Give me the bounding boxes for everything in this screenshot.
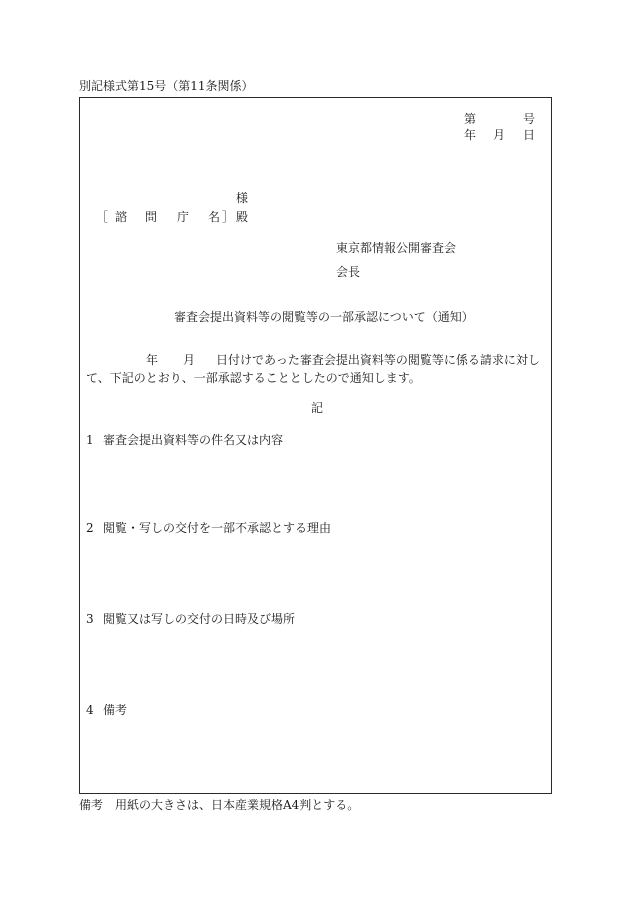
number-label-go: 号 [523, 112, 536, 126]
body-month: 月 [183, 353, 196, 367]
addressee-char-1: 諮 [115, 210, 128, 224]
addressee-char-2: 問 [145, 210, 158, 224]
form-number: 別記様式第15号（第11条関係） [79, 79, 254, 93]
addressee-sama: 様 [236, 191, 249, 205]
item-1-label: 審査会提出資料等の件名又は内容 [103, 433, 284, 447]
addressee-bracket-open: ［ [96, 210, 109, 224]
date-month: 月 [493, 128, 506, 142]
addressee-dono: 殿 [236, 210, 249, 224]
sender-title: 会長 [336, 265, 361, 279]
item-1-number: 1 [86, 433, 94, 447]
item-3-label: 閲覧又は写しの交付の日時及び場所 [103, 612, 296, 626]
item-2-label: 閲覧・写しの交付を一部不承認とする理由 [103, 521, 332, 535]
date-year: 年 [464, 128, 477, 142]
body-year: 年 [146, 353, 159, 367]
addressee-char-3: 庁 [177, 210, 190, 224]
body-text-line-1: 日付けであった審査会提出資料等の閲覧等に係る請求に対し [216, 353, 540, 367]
item-4-number: 4 [86, 703, 94, 717]
footnote: 備考 用紙の大きさは、日本産業規格A4判とする。 [79, 798, 360, 812]
body-text-line-2: て、下記のとおり、一部承認することとしたので通知します。 [86, 371, 421, 385]
addressee-char-4: 名 [208, 210, 221, 224]
item-2-number: 2 [86, 521, 94, 535]
subject-title: 審査会提出資料等の閲覧等の一部承認について（通知） [174, 310, 474, 324]
addressee-bracket-close: ］ [222, 210, 235, 224]
number-label-dai: 第 [464, 112, 477, 126]
sender-organization: 東京都情報公開審査会 [336, 241, 457, 255]
ki-heading: 記 [311, 401, 324, 415]
item-4-label: 備考 [103, 703, 128, 717]
item-3-number: 3 [86, 612, 94, 626]
date-day: 日 [523, 128, 536, 142]
